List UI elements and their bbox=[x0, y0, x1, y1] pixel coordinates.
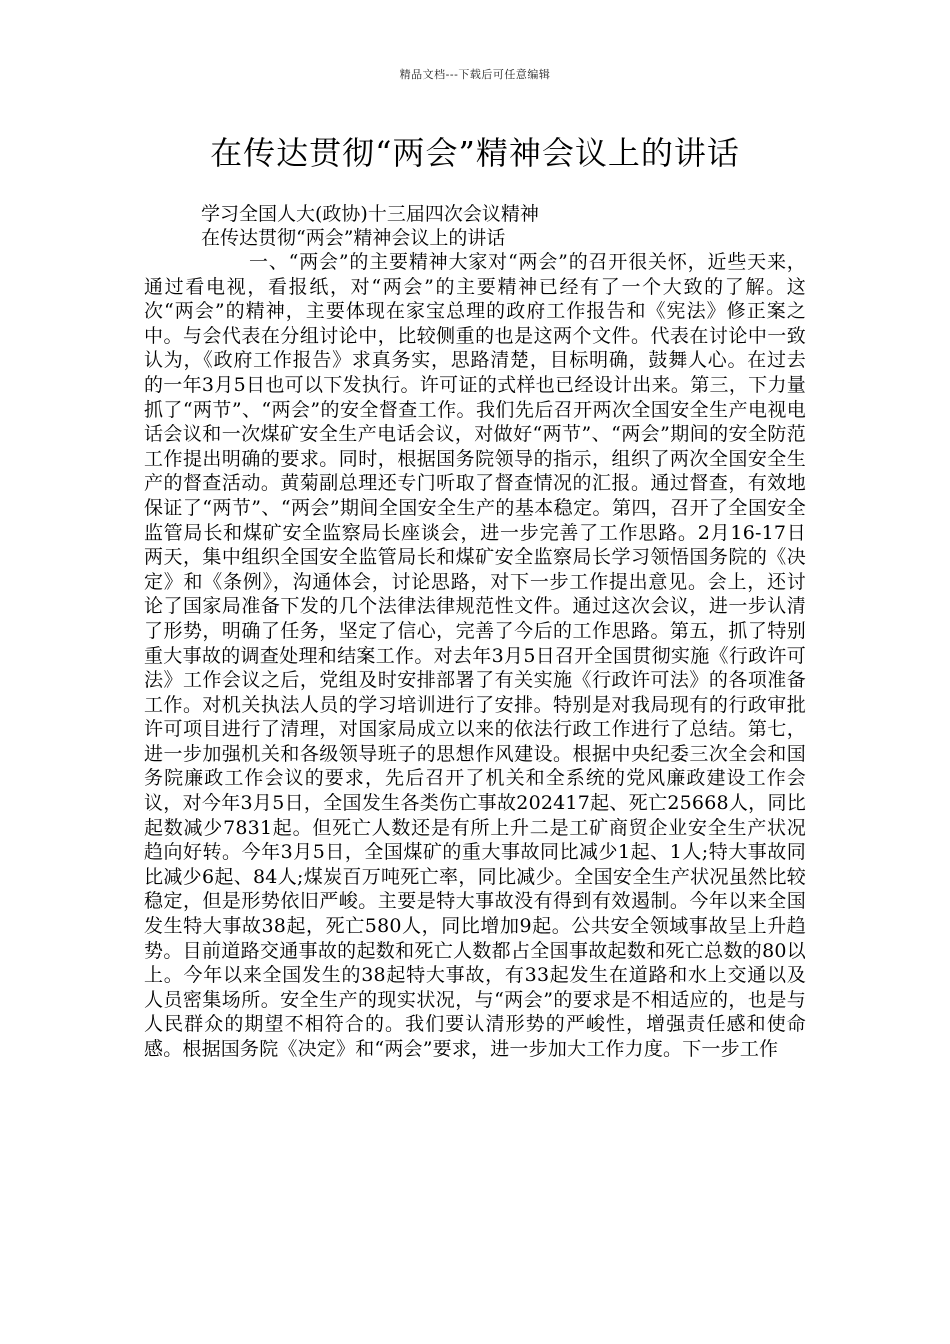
header-note: 精品文档---下载后可任意编辑 bbox=[399, 68, 551, 81]
subtitle-line-1: 学习全国人大(政协)十三届四次会议精神 bbox=[201, 203, 539, 225]
subtitle-line-2: 在传达贯彻“两会”精神会议上的讲话 bbox=[201, 227, 506, 249]
document-title: 在传达贯彻“两会”精神会议上的讲话 bbox=[210, 134, 740, 172]
body-paragraph: 一、“两会”的主要精神大家对“两会”的召开很关怀，近些天来，通过看电视，看报纸，对“两会”的主要精神已经有了一个大致的了解。这次“两会”的精神，主要体现在家宝总理的政府工作报告和《宪法》修正案之中。与会代表在分组讨论中，比较侧重的也是这两个文件。代表在讨论中一致认为，《政府工作报告》求真务实，思路清楚，目标明确，鼓舞人心。在过去的一年3月5日也可以下发执行。许可证的式样也已经设计出来。第三，下力量抓了“两节”、“两会”的安全督查工作。我们先后召开两次全国安全生产电视电话会议和一次煤矿安全生产电话会议，对做好“两节”、“两会”期间的安全防范工作提出明确的要求。同时，根据国务院领导的指示，组织了两次全国安全生产的督查活动。黄菊副总理还专门听取了督查情况的汇报。通过督查，有效地保证了“两节”、“两会”期间全国安全生产的基本稳定。第四，召开了全国安全监管局长和煤矿安全监察局长座谈会，进一步完善了工作思路。2月16-17日两天，集中组织全国安全监管局长和煤矿安全监察局长学习领悟国务院的《决定》和《条例》，沟通体会，讨论思路，对下一步工作提出意见。会上，还讨论了国家局准备下发的几个法律法律规范性文件。通过这次会议，进一步认清了形势，明确了任务，坚定了信心，完善了今后的工作思路。第五，抓了特别重大事故的调查处理和结案工作。对去年3月5日召开全国贯彻实施《行政许可法》工作会议之后，党组及时安排部署了有关实施《行政许可法》的各项准备工作。对机关执法人员的学习培训进行了安排。特别是对我局现有的行政审批许可项目进行了清理，对国家局成立以来的依法行政工作进行了总结。第七，进一步加强机关和各级领导班子的思想作风建设。根据中央纪委三次全会和国务院廉政工作会议的要求，先后召开了机关和全系统的党风廉政建设工作会议，对今年3月5日，全国发生各类伤亡事故202417起、死亡25668人，同比起数减少7831起。但死亡人数还是有所上升二是工矿商贸企业安全生产状况趋向好转。今年3月5日，全国煤矿的重大事故同比减少1起、1人;特大事故同比减少6起、84人;煤炭百万吨死亡率，同比减少。全国安全生产状况虽然比较稳定，但是形势依旧严峻。主要是特大事故没有得到有效遏制。今年以来全国发生特大事故38起，死亡580人，同比增加9起。公共安全领域事故呈上升趋势。目前道路交通事故的起数和死亡人数都占全国事故起数和死亡总数的80以上。今年以来全国发生的38起特大事故，有33起发生在道路和水上交通以及人员密集场所。安全生产的现实状况，与“两会”的要求是不相适应的，也是与人民群众的期望不相符合的。我们要认清形势的严峻性，增强责任感和使命感。根据国务院《决定》和“两会”要求，进一步加大工作力度。下一步工作 bbox=[144, 251, 806, 1060]
